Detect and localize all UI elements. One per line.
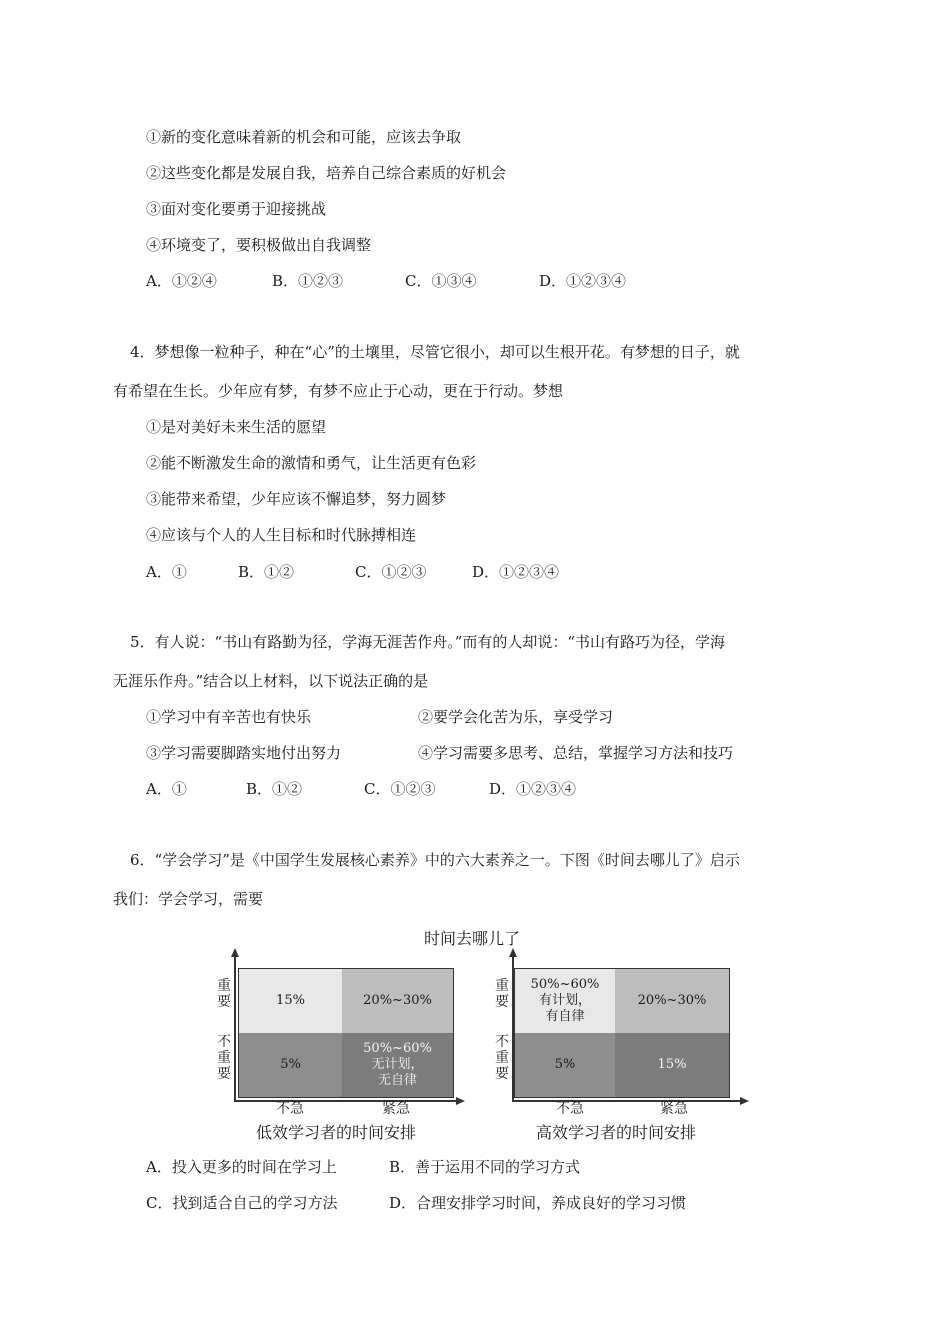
quadrant-grid (514, 968, 730, 1098)
q3-option-b[interactable]: B．①②③ (272, 272, 344, 290)
q6-option-a[interactable]: A．投入更多的时间在学习上 (146, 1158, 337, 1176)
q3-option-d[interactable]: D．①②③④ (539, 272, 627, 290)
quadrant-important-urgent: 20%~30% (342, 969, 453, 1033)
q4-statement-2: ②能不断激发生命的激情和勇气，让生活更有色彩 (146, 454, 477, 472)
q4-option-d[interactable]: D．①②③④ (472, 563, 560, 581)
y-label-important: 重要 (495, 978, 509, 1010)
q4-statement-4: ④应该与个人的人生目标和时代脉搏相连 (146, 526, 417, 544)
q3-statement-4: ④环境变了，要积极做出自我调整 (146, 236, 372, 254)
q4-statement-1: ①是对美好未来生活的愿望 (146, 418, 327, 436)
quadrant-important-urgent: 20%~30% (615, 969, 729, 1033)
q6-option-c[interactable]: C．找到适合自己的学习方法 (146, 1194, 338, 1212)
y-label-not-important: 不重要 (495, 1034, 509, 1082)
q5-stem-continued: 无涯乐作舟。”结合以上材料，以下说法正确的是 (113, 672, 429, 690)
q5-stem: 5．有人说：“书山有路勤为径，学海无涯苦作舟。”而有的人却说：“书山有路巧为径，学海 (130, 633, 726, 651)
q3-option-a[interactable]: A．①②④ (146, 272, 217, 290)
quadrant-unimportant-urgent (342, 1033, 453, 1097)
quadrant-percent: 50%~60% (363, 1041, 432, 1056)
y-axis (234, 956, 236, 1102)
q5-option-c[interactable]: C．①②③ (364, 780, 436, 798)
x-axis-arrow (456, 1097, 465, 1105)
q5-option-d[interactable]: D．①②③④ (489, 780, 577, 798)
y-label-important: 重要 (217, 978, 231, 1010)
q3-statement-3: ③面对变化要勇于迎接挑战 (146, 200, 327, 218)
x-axis-arrow (740, 1097, 749, 1105)
y-axis-arrow (509, 948, 517, 957)
quadrant-important-not-urgent: 15% (239, 969, 342, 1033)
q3-statement-1: ①新的变化意味着新的机会和可能，应该去争取 (146, 128, 462, 146)
q5-option-b[interactable]: B．①② (246, 780, 303, 798)
q6-stem: 6．“学会学习”是《中国学生发展核心素养》中的六大素养之一。下图《时间去哪儿了》启示 (130, 851, 740, 869)
q4-option-a[interactable]: A．① (146, 563, 187, 581)
quadrant-note: 无自律 (377, 1073, 417, 1088)
x-label-urgent: 紧急 (660, 1101, 688, 1117)
q6-option-b[interactable]: B．善于运用不同的学习方式 (389, 1158, 581, 1176)
time-matrix-figure (206, 922, 766, 1154)
x-label-not-urgent: 不急 (276, 1101, 304, 1117)
quadrant-grid (238, 968, 454, 1098)
q4-stem: 4．梦想像一粒种子，种在“心”的土壤里，尽管它很小，却可以生根开花。有梦想的日子，就 (130, 343, 740, 361)
y-label-not-important: 不重要 (217, 1034, 231, 1082)
quadrant-unimportant-not-urgent: 5% (239, 1033, 342, 1097)
low-efficiency-caption: 低效学习者的时间安排 (256, 1123, 417, 1142)
quadrant-note: 无计划， (371, 1057, 424, 1072)
x-label-urgent: 紧急 (382, 1101, 410, 1117)
x-axis (234, 1100, 456, 1102)
quadrant-important-not-urgent (515, 969, 615, 1033)
q4-option-c[interactable]: C．①②③ (355, 563, 427, 581)
quadrant-note: 有自律 (545, 1009, 585, 1024)
quadrant-unimportant-urgent: 15% (615, 1033, 729, 1097)
high-efficiency-caption: 高效学习者的时间安排 (536, 1123, 697, 1142)
q4-stem-continued: 有希望在生长。少年应有梦，有梦不应止于心动，更在于行动。梦想 (113, 382, 564, 400)
q6-option-d[interactable]: D．合理安排学习时间，养成良好的学习习惯 (389, 1194, 687, 1212)
q6-stem-continued: 我们：学会学习，需要 (113, 890, 264, 908)
q4-option-b[interactable]: B．①② (238, 563, 295, 581)
q4-statement-3: ③能带来希望，少年应该不懈追梦，努力圆梦 (146, 490, 447, 508)
figure-title: 时间去哪儿了 (424, 929, 521, 948)
q3-option-c[interactable]: C．①③④ (405, 272, 477, 290)
quadrant-note: 有计划， (538, 993, 591, 1008)
x-label-not-urgent: 不急 (556, 1101, 584, 1117)
q5-statement-2: ②要学会化苦为乐，享受学习 (418, 708, 614, 726)
q5-statement-1: ①学习中有辛苦也有快乐 (146, 708, 312, 726)
q5-statement-3: ③学习需要脚踏实地付出努力 (146, 744, 342, 762)
q5-option-a[interactable]: A．① (146, 780, 187, 798)
quadrant-unimportant-not-urgent: 5% (515, 1033, 615, 1097)
quadrant-percent: 50%~60% (530, 977, 600, 992)
x-axis (512, 1100, 740, 1102)
q3-statement-2: ②这些变化都是发展自我，培养自己综合素质的好机会 (146, 164, 507, 182)
q5-statement-4: ④学习需要多思考、总结，掌握学习方法和技巧 (418, 744, 734, 762)
y-axis-arrow (231, 948, 239, 957)
